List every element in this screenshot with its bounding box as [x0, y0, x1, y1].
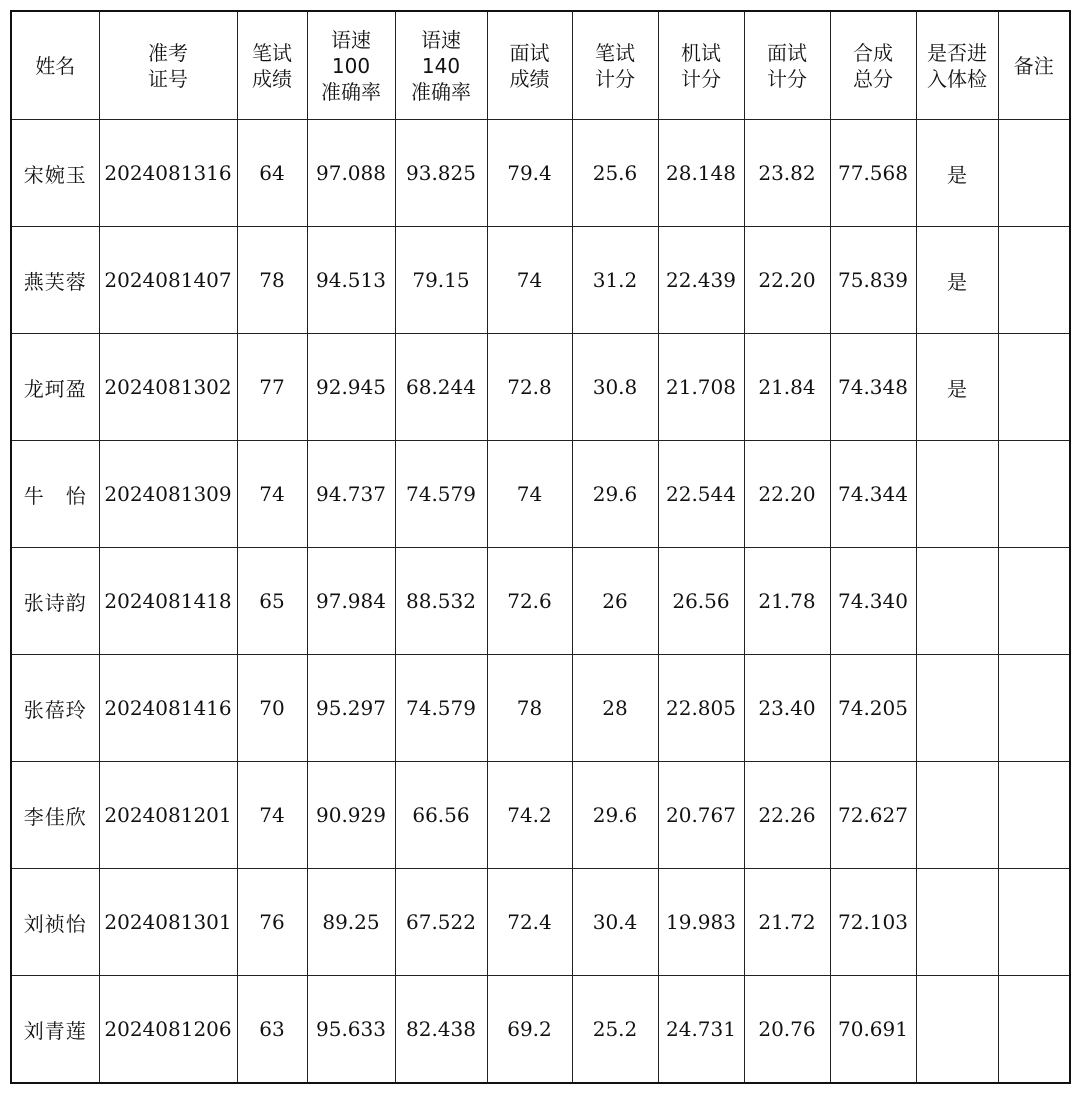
written-score-cell: 74 — [237, 762, 307, 869]
table-row — [11, 548, 1070, 655]
physical-exam-cell — [916, 976, 998, 1084]
speed140-accuracy-cell: 66.56 — [395, 762, 487, 869]
interview-score-cell: 74 — [487, 441, 572, 548]
exam-id-cell: 2024081302 — [99, 334, 237, 441]
physical-exam-cell — [916, 548, 998, 655]
table-row — [11, 441, 1070, 548]
interview-points-cell: 22.26 — [744, 762, 830, 869]
written-points-cell: 25.6 — [572, 120, 658, 227]
written-score-cell: 76 — [237, 869, 307, 976]
exam-id-cell: 2024081416 — [99, 655, 237, 762]
header-total: 合成 总分 — [830, 11, 916, 120]
remarks-cell — [998, 869, 1070, 976]
written-score-cell: 63 — [237, 976, 307, 1084]
name-cell: 龙珂盈 — [11, 334, 99, 441]
header-speed140-accuracy: 语速 140 准确率 — [395, 11, 487, 120]
written-points-cell: 26 — [572, 548, 658, 655]
total-cell: 75.839 — [830, 227, 916, 334]
header-interview-score: 面试 成绩 — [487, 11, 572, 120]
table-row — [11, 869, 1070, 976]
remarks-cell — [998, 441, 1070, 548]
header-written-points: 笔试 计分 — [572, 11, 658, 120]
remarks-cell — [998, 976, 1070, 1084]
machine-points-cell: 24.731 — [658, 976, 744, 1084]
machine-points-cell: 20.767 — [658, 762, 744, 869]
written-points-cell: 31.2 — [572, 227, 658, 334]
interview-points-cell: 22.20 — [744, 441, 830, 548]
exam-id-cell: 2024081407 — [99, 227, 237, 334]
physical-exam-cell — [916, 869, 998, 976]
speed100-accuracy-cell: 94.513 — [307, 227, 395, 334]
table-row — [11, 762, 1070, 869]
total-cell: 74.344 — [830, 441, 916, 548]
speed100-accuracy-cell: 89.25 — [307, 869, 395, 976]
written-score-cell: 64 — [237, 120, 307, 227]
remarks-cell — [998, 548, 1070, 655]
interview-score-cell: 79.4 — [487, 120, 572, 227]
name-cell: 宋婉玉 — [11, 120, 99, 227]
machine-points-cell: 26.56 — [658, 548, 744, 655]
interview-points-cell: 23.40 — [744, 655, 830, 762]
name-cell: 张诗韵 — [11, 548, 99, 655]
speed100-accuracy-cell: 90.929 — [307, 762, 395, 869]
table-header-row — [11, 11, 1070, 120]
machine-points-cell: 22.439 — [658, 227, 744, 334]
machine-points-cell: 28.148 — [658, 120, 744, 227]
physical-exam-cell: 是 — [916, 120, 998, 227]
interview-points-cell: 23.82 — [744, 120, 830, 227]
speed100-accuracy-cell: 94.737 — [307, 441, 395, 548]
interview-score-cell: 72.8 — [487, 334, 572, 441]
exam-id-cell: 2024081309 — [99, 441, 237, 548]
header-speed100-accuracy: 语速 100 准确率 — [307, 11, 395, 120]
interview-points-cell: 22.20 — [744, 227, 830, 334]
speed140-accuracy-cell: 68.244 — [395, 334, 487, 441]
written-points-cell: 28 — [572, 655, 658, 762]
header-interview-points: 面试 计分 — [744, 11, 830, 120]
physical-exam-cell — [916, 655, 998, 762]
written-points-cell: 30.4 — [572, 869, 658, 976]
speed100-accuracy-cell: 92.945 — [307, 334, 395, 441]
physical-exam-cell — [916, 762, 998, 869]
exam-id-cell: 2024081316 — [99, 120, 237, 227]
interview-score-cell: 74 — [487, 227, 572, 334]
physical-exam-cell: 是 — [916, 334, 998, 441]
machine-points-cell: 21.708 — [658, 334, 744, 441]
speed140-accuracy-cell: 74.579 — [395, 441, 487, 548]
header-name: 姓名 — [11, 11, 99, 120]
machine-points-cell: 22.805 — [658, 655, 744, 762]
written-points-cell: 30.8 — [572, 334, 658, 441]
speed140-accuracy-cell: 93.825 — [395, 120, 487, 227]
header-machine-points: 机试 计分 — [658, 11, 744, 120]
total-cell: 77.568 — [830, 120, 916, 227]
name-cell: 燕芙蓉 — [11, 227, 99, 334]
interview-score-cell: 72.4 — [487, 869, 572, 976]
header-written-score: 笔试 成绩 — [237, 11, 307, 120]
interview-score-cell: 72.6 — [487, 548, 572, 655]
results-table — [10, 10, 1071, 1084]
exam-id-cell: 2024081201 — [99, 762, 237, 869]
interview-score-cell: 69.2 — [487, 976, 572, 1084]
written-score-cell: 77 — [237, 334, 307, 441]
interview-points-cell: 21.78 — [744, 548, 830, 655]
exam-id-cell: 2024081206 — [99, 976, 237, 1084]
speed100-accuracy-cell: 95.633 — [307, 976, 395, 1084]
table-row — [11, 976, 1070, 1084]
speed140-accuracy-cell: 88.532 — [395, 548, 487, 655]
total-cell: 72.627 — [830, 762, 916, 869]
written-score-cell: 74 — [237, 441, 307, 548]
header-remarks: 备注 — [998, 11, 1070, 120]
remarks-cell — [998, 227, 1070, 334]
table-row — [11, 655, 1070, 762]
name-cell: 张蓓玲 — [11, 655, 99, 762]
exam-id-cell: 2024081418 — [99, 548, 237, 655]
interview-points-cell: 21.84 — [744, 334, 830, 441]
physical-exam-cell — [916, 441, 998, 548]
written-score-cell: 70 — [237, 655, 307, 762]
interview-points-cell: 21.72 — [744, 869, 830, 976]
name-cell: 李佳欣 — [11, 762, 99, 869]
name-cell: 刘祯怡 — [11, 869, 99, 976]
written-points-cell: 29.6 — [572, 441, 658, 548]
total-cell: 72.103 — [830, 869, 916, 976]
physical-exam-cell: 是 — [916, 227, 998, 334]
table-row — [11, 227, 1070, 334]
name-cell: 牛 怡 — [11, 441, 99, 548]
speed100-accuracy-cell: 97.088 — [307, 120, 395, 227]
interview-score-cell: 78 — [487, 655, 572, 762]
written-points-cell: 25.2 — [572, 976, 658, 1084]
speed140-accuracy-cell: 79.15 — [395, 227, 487, 334]
total-cell: 70.691 — [830, 976, 916, 1084]
written-score-cell: 78 — [237, 227, 307, 334]
speed100-accuracy-cell: 95.297 — [307, 655, 395, 762]
interview-points-cell: 20.76 — [744, 976, 830, 1084]
header-physical-exam: 是否进 入体检 — [916, 11, 998, 120]
speed100-accuracy-cell: 97.984 — [307, 548, 395, 655]
remarks-cell — [998, 762, 1070, 869]
table-body — [11, 120, 1070, 1084]
total-cell: 74.348 — [830, 334, 916, 441]
remarks-cell — [998, 655, 1070, 762]
interview-score-cell: 74.2 — [487, 762, 572, 869]
written-score-cell: 65 — [237, 548, 307, 655]
written-points-cell: 29.6 — [572, 762, 658, 869]
machine-points-cell: 22.544 — [658, 441, 744, 548]
remarks-cell — [998, 334, 1070, 441]
machine-points-cell: 19.983 — [658, 869, 744, 976]
speed140-accuracy-cell: 74.579 — [395, 655, 487, 762]
name-cell: 刘青莲 — [11, 976, 99, 1084]
speed140-accuracy-cell: 67.522 — [395, 869, 487, 976]
total-cell: 74.205 — [830, 655, 916, 762]
speed140-accuracy-cell: 82.438 — [395, 976, 487, 1084]
table-row — [11, 334, 1070, 441]
table-row — [11, 120, 1070, 227]
header-exam-id: 准考 证号 — [99, 11, 237, 120]
exam-id-cell: 2024081301 — [99, 869, 237, 976]
total-cell: 74.340 — [830, 548, 916, 655]
remarks-cell — [998, 120, 1070, 227]
